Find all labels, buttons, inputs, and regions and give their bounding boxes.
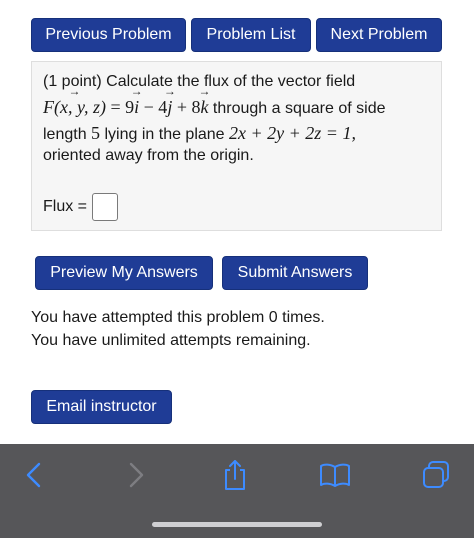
- attempts-text: You have attempted this problem 0 times.: [31, 309, 325, 326]
- length-line: [43, 123, 356, 144]
- tabs-icon[interactable]: [418, 458, 454, 492]
- next-problem-button[interactable]: Next Problem: [316, 18, 442, 52]
- vector-f: → F(x, y, z): [43, 97, 106, 118]
- vector-k: → k: [200, 97, 208, 118]
- length-text: length: [43, 126, 92, 143]
- vector-field-equation: → F(x, y, z) = 9→ i − 4→ j + 8→ k: [43, 97, 208, 117]
- plane-equation: 2x + 2y + 2z = 1,: [229, 123, 356, 143]
- vector-field-line: [43, 97, 386, 118]
- flux-answer-input[interactable]: [92, 193, 118, 221]
- back-icon[interactable]: [16, 458, 52, 492]
- problem-list-button[interactable]: Problem List: [191, 18, 311, 52]
- vector-i: → i: [134, 97, 139, 118]
- vector-j: → j: [167, 97, 172, 118]
- flux-row: [43, 193, 118, 221]
- submit-answers-button[interactable]: Submit Answers: [222, 256, 368, 290]
- flux-label: Flux =: [43, 198, 88, 215]
- previous-problem-button[interactable]: Previous Problem: [31, 18, 186, 52]
- problem-intro: (1 point) Calculate the flux of the vector field: [43, 73, 356, 90]
- bookmarks-icon[interactable]: [317, 458, 353, 492]
- remaining-text: You have unlimited attempts remaining.: [31, 332, 311, 349]
- orientation-line: oriented away from the origin.: [43, 147, 254, 164]
- preview-answers-button[interactable]: Preview My Answers: [35, 256, 213, 290]
- problem-box: [31, 61, 442, 231]
- email-instructor-button[interactable]: Email instructor: [31, 390, 172, 424]
- lying-text: lying in the plane: [100, 126, 230, 143]
- home-indicator: [152, 522, 322, 527]
- length-value: 5: [91, 123, 101, 143]
- share-icon[interactable]: [217, 458, 253, 492]
- forward-icon[interactable]: [118, 458, 154, 492]
- through-text: through a square of side: [208, 100, 386, 117]
